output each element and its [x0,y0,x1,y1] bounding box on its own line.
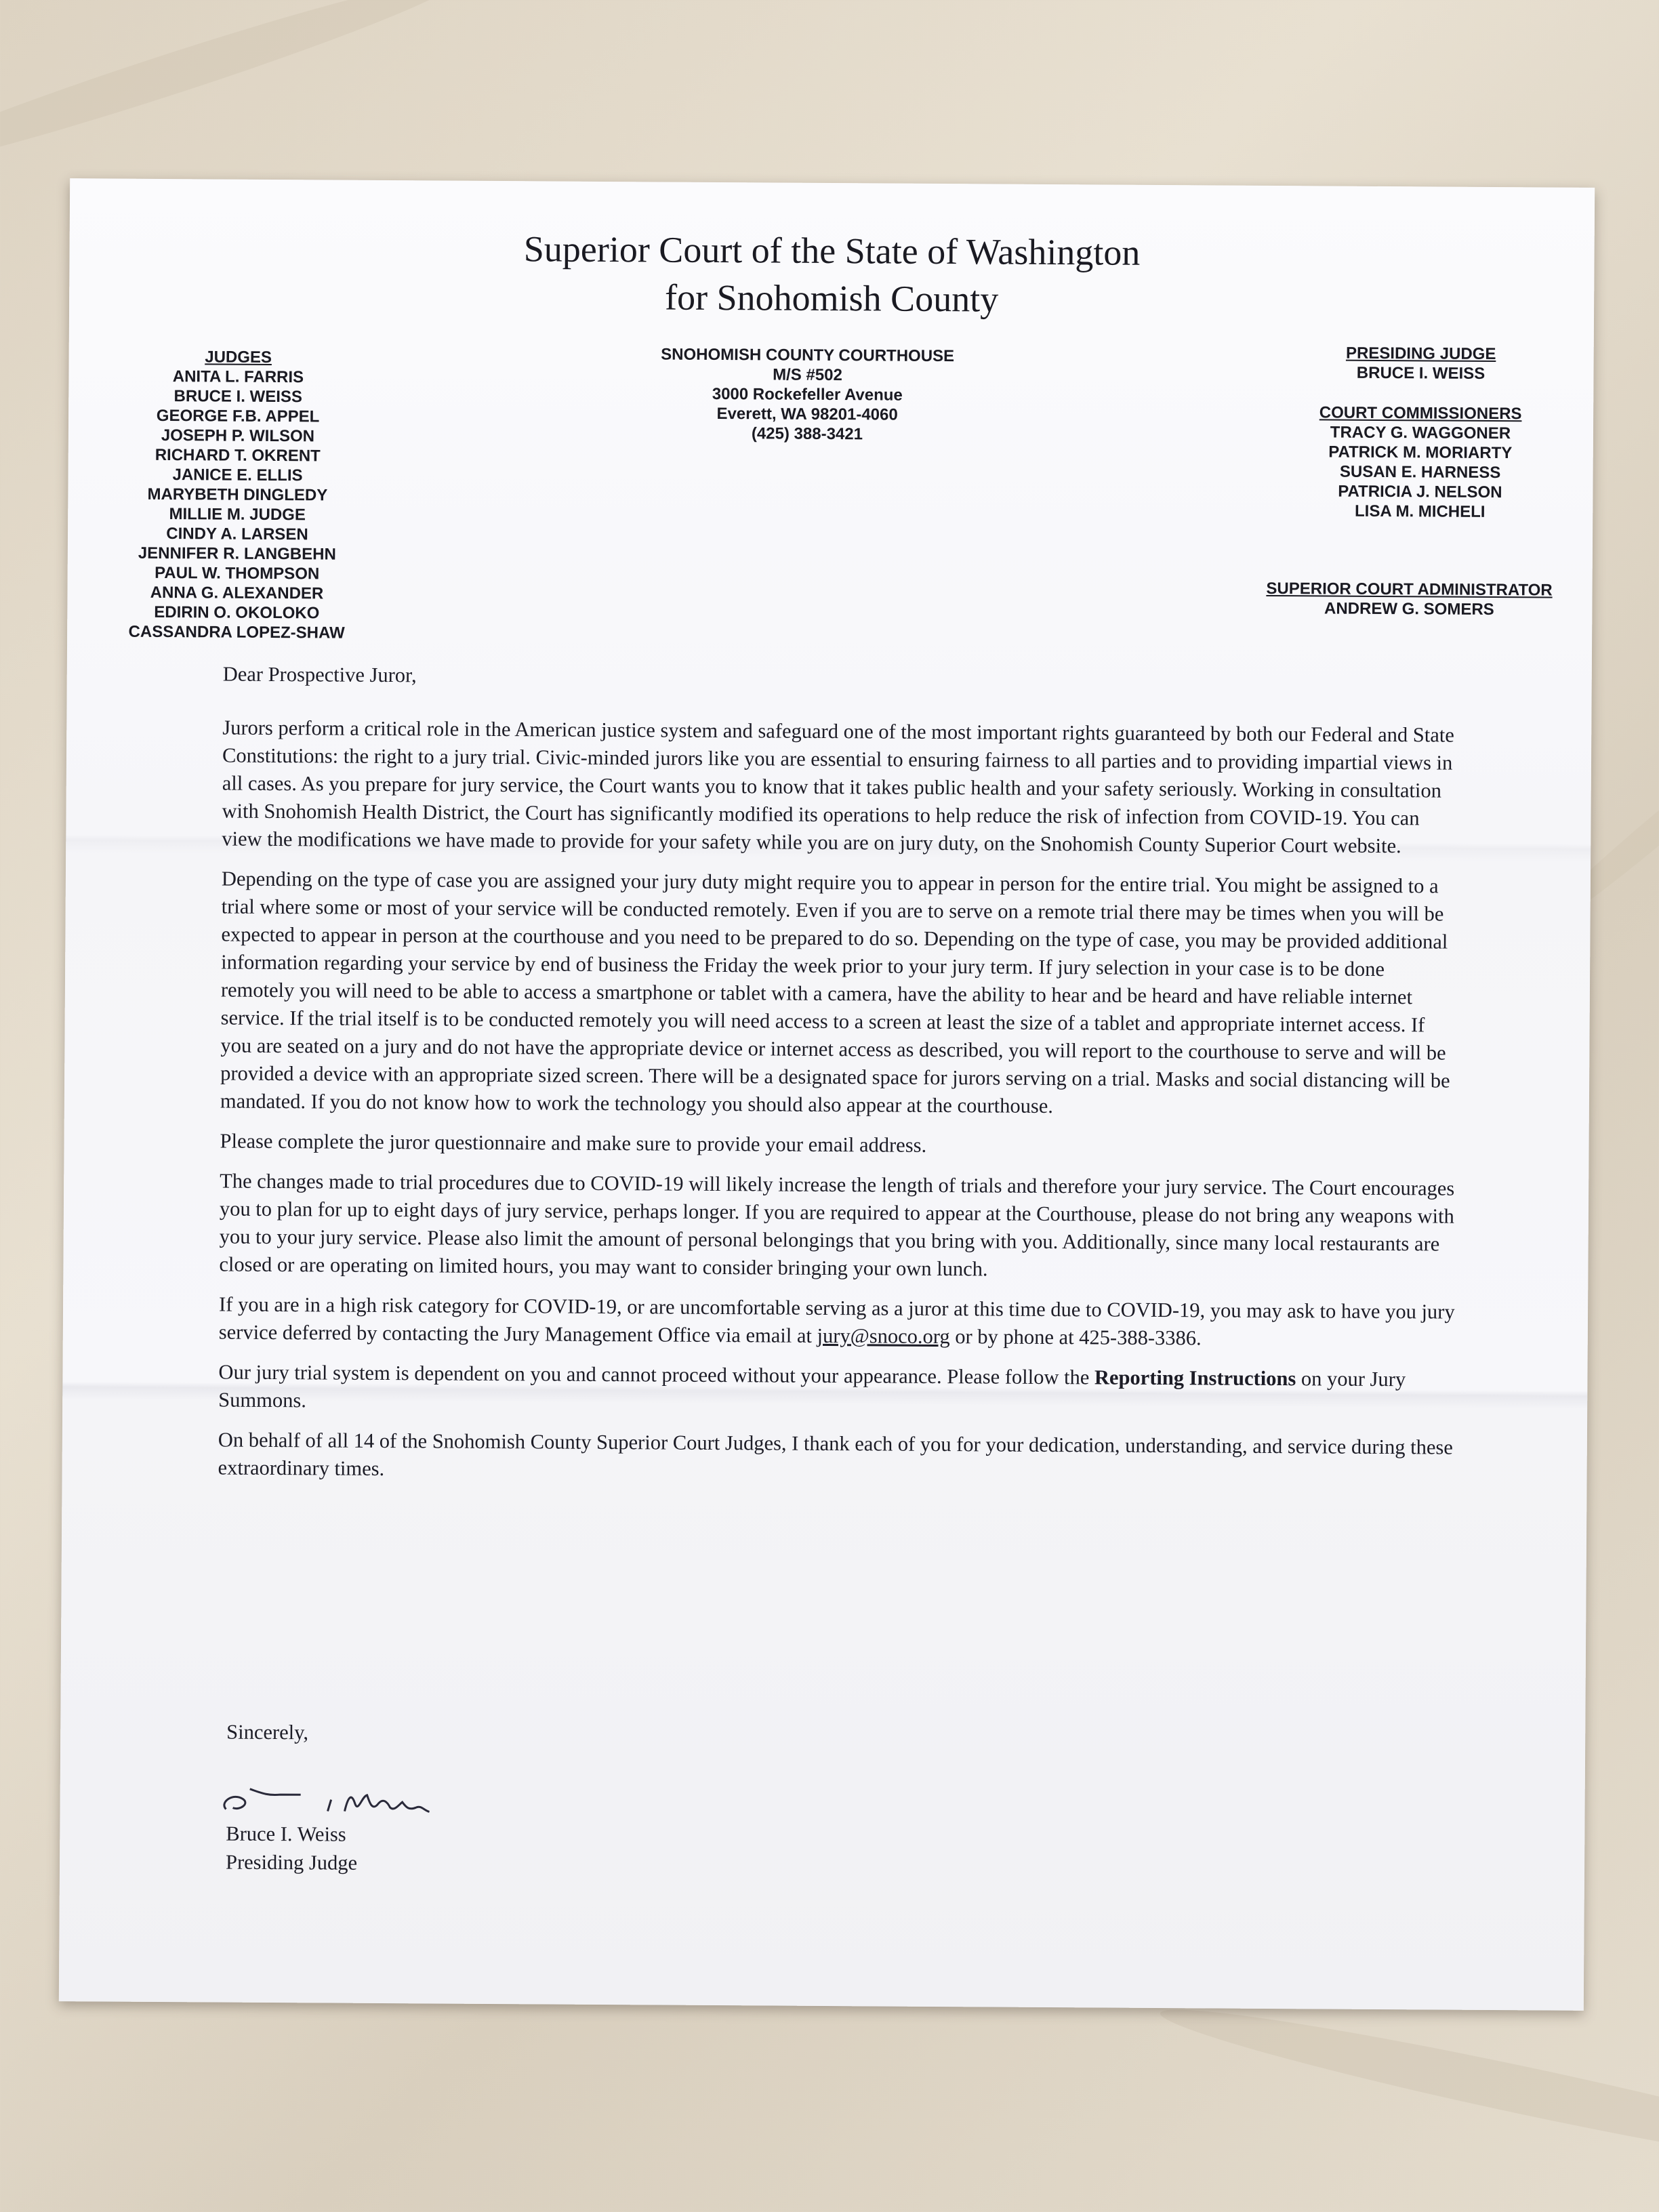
courthouse-address [624,344,991,445]
judges-list [108,347,367,643]
judge-name: MILLIE M. JUDGE [169,505,306,525]
commissioners-heading: COURT COMMISSIONERS [1319,403,1522,424]
court-title-line2: for Snohomish County [664,276,999,320]
paragraph: Depending on the type of case you are assigned your jury duty might require you to appear in person for the entire trial. You might be assigned to a trial where some or most of your service will be conducted remotely. Even if you are to serve on a remote trial there may be times when you will be expected to appear in person at the courthouse and you need to be prepared to do so. Depending on the type of case, you may be provided additional information regarding your service by end of business the Friday the week prior to your jury term. If jury selection in your case is to be done remotely you will need to be able to access a smartphone or tablet with a camera, have the ability to hear and be heard and have reliable internet service. If the trial itself is to be conducted remotely you will need access to a screen at least the size of a tablet and appropriate internet access. If you are seated on a jury and do not have the appropriate device or internet access as described, you will report to the courthouse to serve and will be provided a device with an appropriate sized screen. There will be a designated space for jurors serving on a trial. Masks and social distancing will be mandated. If you do not know how to work the technology you should also appear at the courthouse. [220,867,1450,1118]
paragraph [219,1291,1459,1354]
countertop-vein [0,0,466,188]
court-title-line1: Superior Court of the State of Washington [523,228,1141,273]
judge-name: CASSANDRA LOPEZ-SHAW [128,622,345,642]
closing: Sincerely, [226,1720,309,1744]
judge-name: BRUCE I. WEISS [173,387,303,407]
presiding-judge-heading: PRESIDING JUDGE [1345,344,1496,364]
phone-number: (425) 388-3421 [751,424,863,444]
administrator-name: ANDREW G. SOMERS [1324,599,1494,619]
paragraph: The changes made to trial procedures due to COVID-19 will likely increase the length of trials and therefore your jury service. The Court encourages you to plan for up to eight days of jury service, perhaps longer. If you are required to appear at the Courthouse, please do not bring any weapons with you to your jury service. Please also limit the amount of personal belongings that you bring with you. Additionally, since many local restaurants are closed or are operating on limited hours, you may want to consider bringing your own lunch. [219,1169,1455,1281]
commissioner-name: LISA M. MICHELI [1354,501,1486,521]
judge-name: GEORGE F.B. APPEL [156,406,320,426]
paragraph-text: or by phone at 425-388-3386. [949,1325,1202,1350]
administrator-block [1206,578,1612,620]
administrator-heading: SUPERIOR COURT ADMINISTRATOR [1266,579,1553,600]
commissioner-name: TRACY G. WAGGONER [1330,423,1511,443]
judge-name: PAUL W. THOMPSON [155,563,320,583]
paragraph-text: Our jury trial system is dependent on you and cannot proceed without your appearance. Please follow the [218,1360,1095,1389]
paragraph [218,1359,1458,1422]
judge-name: ANNA G. ALEXANDER [150,583,324,603]
address-line: 3000 Rockefeller Avenue [712,384,903,405]
paragraph-text: on your Jury Summons. [218,1367,1406,1412]
paragraph: Please complete the juror questionnaire and make sure to provide your email address. [220,1129,927,1157]
address-line: M/S #502 [773,365,842,385]
judges-heading: JUDGES [205,348,272,367]
judge-name: MARYBETH DINGLEDY [147,485,328,505]
judge-name: EDIRIN O. OKOLOKO [154,602,320,623]
paragraph: On behalf of all 14 of the Snohomish County Superior Court Judges, I thank each of you for your dedication, understanding, and service during these extraordinary times. [218,1428,1453,1481]
commissioner-name: PATRICIA J. NELSON [1338,482,1502,502]
commissioner-name: PATRICK M. MORIARTY [1328,443,1513,463]
judge-name: RICHARD T. OKRENT [155,445,321,466]
signer-title: Presiding Judge [225,1850,358,1875]
judge-name: JANICE E. ELLIS [172,466,303,485]
letter-page [59,178,1595,2011]
presiding-judge-block [1261,343,1580,384]
signer-name: Bruce I. Weiss [226,1822,346,1846]
jury-email-link[interactable]: jury@snoco.org [817,1324,950,1349]
salutation: Dear Prospective Juror, [222,662,417,687]
commissioner-name: SUSAN E. HARNESS [1339,462,1501,483]
paragraph-text: If you are in a high risk category for COVID-19, or are uncomfortable serving as a juror at this time due to COVID-19, you may ask to have you jury service deferred by contacting the Jury Management Office via email at [218,1292,1455,1347]
signer-block [226,1820,358,1877]
judge-name: JENNIFER R. LANGBEHN [138,544,336,564]
presiding-judge-name: BRUCE I. WEISS [1356,363,1486,383]
address-line: Everett, WA 98201-4060 [716,404,898,424]
countertop-vein [1155,1990,1659,2191]
paragraph: Jurors perform a critical role in the American justice system and safeguard one of the most important rights guaranteed by both our Federal and State Constitutions: the right to a jury trial. Civic-minded jurors like you are essential to ensuring fairness to all parties and to providing impartial views in all cases. As you prepare for jury service, the Court wants you to know that it takes public health and your safety seriously. Working in consultation with Snohomish Health District, the Court has significantly modified its operations to help reduce the risk of infection from COVID-19. You can view the modifications we have made to provide for your safety while you are on jury duty, on the Snohomish County Superior Court website. [222,716,1454,858]
judge-name: ANITA L. FARRIS [172,367,304,387]
judge-name: JOSEPH P. WILSON [161,426,315,446]
address-line: SNOHOMISH COUNTY COURTHOUSE [661,345,955,366]
handwritten-signature [212,1761,497,1824]
letter-body [218,661,1462,1502]
judge-name: CINDY A. LARSEN [166,525,308,544]
reporting-instructions: Reporting Instructions [1094,1366,1296,1391]
commissioners-list [1261,403,1580,523]
